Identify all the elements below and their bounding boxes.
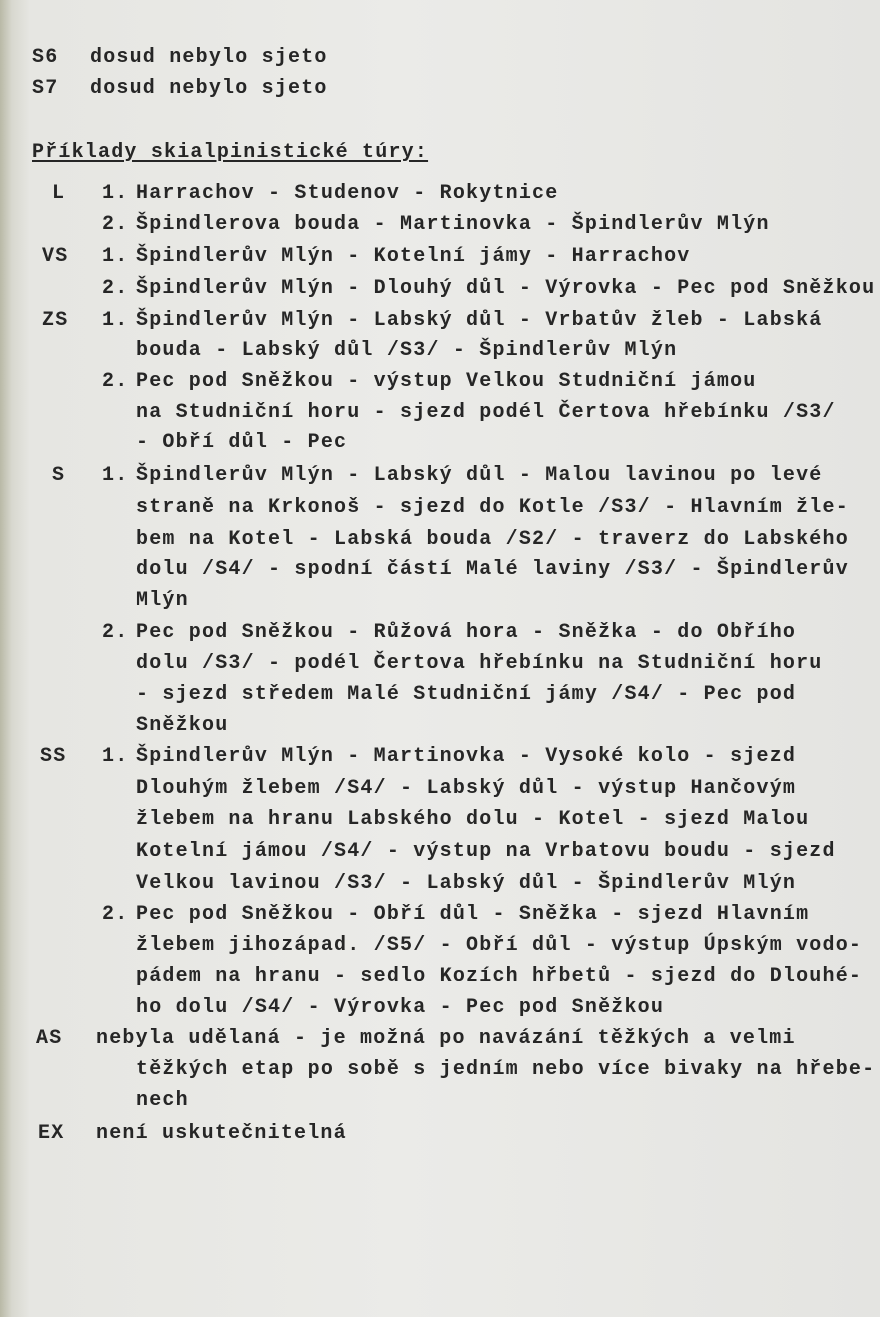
route-text: pádem na hranu - sedlo Kozích hřbetů - sjezd do Dlouhé- — [136, 965, 863, 988]
difficulty-label: S7 — [32, 77, 59, 100]
route-number: 2. — [102, 621, 129, 644]
route-text: dolu /S3/ - podél Čertova hřebínku na Studniční horu — [136, 652, 823, 675]
route-text: Špindlerův Mlýn - Dlouhý důl - Výrovka - Pec pod Sněžkou — [136, 277, 876, 300]
route-text: Špindlerův Mlýn - Kotelní jámy - Harrachov — [136, 245, 691, 268]
route-text: Špindlerův Mlýn - Martinovka - Vysoké kolo - sjezd — [136, 745, 797, 768]
route-text: bem na Kotel - Labská bouda /S2/ - traverz do Labského — [136, 528, 849, 551]
route-text: bouda - Labský důl /S3/ - Špindlerův Mlýn — [136, 339, 678, 362]
route-number: 1. — [102, 464, 129, 487]
route-text: na Studniční horu - sjezd podél Čertova hřebínku /S3/ — [136, 401, 836, 424]
difficulty-label: S6 — [32, 46, 59, 69]
route-text: Špindlerův Mlýn - Labský důl - Vrbatův žleb - Labská — [136, 309, 823, 332]
route-number: 1. — [102, 182, 129, 205]
route-text: není uskutečnitelná — [96, 1122, 347, 1145]
route-number: 2. — [102, 277, 129, 300]
section-heading: Příklady skialpinistické túry: — [32, 141, 429, 164]
route-text: dosud nebylo sjeto — [90, 46, 328, 69]
route-text: žlebem jihozápad. /S5/ - Obří důl - výstup Úpským vodo- — [136, 934, 863, 957]
difficulty-label: EX — [38, 1122, 65, 1145]
route-text: Špindlerova bouda - Martinovka - Špindlerův Mlýn — [136, 213, 770, 236]
route-text: Harrachov - Studenov - Rokytnice — [136, 182, 559, 205]
route-text: nech — [136, 1089, 189, 1112]
route-text: dolu /S4/ - spodní částí Malé laviny /S3/ - Špindlerův — [136, 558, 849, 581]
route-number: 1. — [102, 745, 129, 768]
difficulty-label: ZS — [42, 309, 69, 332]
route-text: straně na Krkonoš - sjezd do Kotle /S3/ - Hlavním žle- — [136, 496, 849, 519]
difficulty-label: AS — [36, 1027, 63, 1050]
route-text: nebyla udělaná - je možná po navázání těžkých a velmi — [96, 1027, 796, 1050]
route-text: žlebem na hranu Labského dolu - Kotel - sjezd Malou — [136, 808, 810, 831]
difficulty-label: SS — [40, 745, 67, 768]
route-text: Sněžkou — [136, 714, 229, 737]
route-text: Velkou lavinou /S3/ - Labský důl - Špindlerův Mlýn — [136, 872, 797, 895]
route-text: Pec pod Sněžkou - výstup Velkou Studniční jámou — [136, 370, 757, 393]
difficulty-label: L — [52, 182, 66, 205]
route-text: Mlýn — [136, 589, 189, 612]
route-text: dosud nebylo sjeto — [90, 77, 328, 100]
route-text: Dlouhým žlebem /S4/ - Labský důl - výstup Hančovým — [136, 777, 797, 800]
route-number: 2. — [102, 370, 129, 393]
route-text: - sjezd středem Malé Studniční jámy /S4/ - Pec pod — [136, 683, 797, 706]
difficulty-label: VS — [42, 245, 69, 268]
route-number: 1. — [102, 309, 129, 332]
route-text: Pec pod Sněžkou - Růžová hora - Sněžka - do Obřího — [136, 621, 797, 644]
route-number: 2. — [102, 213, 129, 236]
route-text: Pec pod Sněžkou - Obří důl - Sněžka - sjezd Hlavním — [136, 903, 810, 926]
route-number: 1. — [102, 245, 129, 268]
difficulty-label: S — [52, 464, 66, 487]
route-text: těžkých etap po sobě s jedním nebo více bivaky na hřebe- — [136, 1058, 876, 1081]
route-text: Špindlerův Mlýn - Labský důl - Malou lavinou po levé — [136, 464, 823, 487]
route-text: - Obří důl - Pec — [136, 431, 348, 454]
route-text: ho dolu /S4/ - Výrovka - Pec pod Sněžkou — [136, 996, 665, 1019]
route-text: Kotelní jámou /S4/ - výstup na Vrbatovu boudu - sjezd — [136, 840, 836, 863]
route-number: 2. — [102, 903, 129, 926]
